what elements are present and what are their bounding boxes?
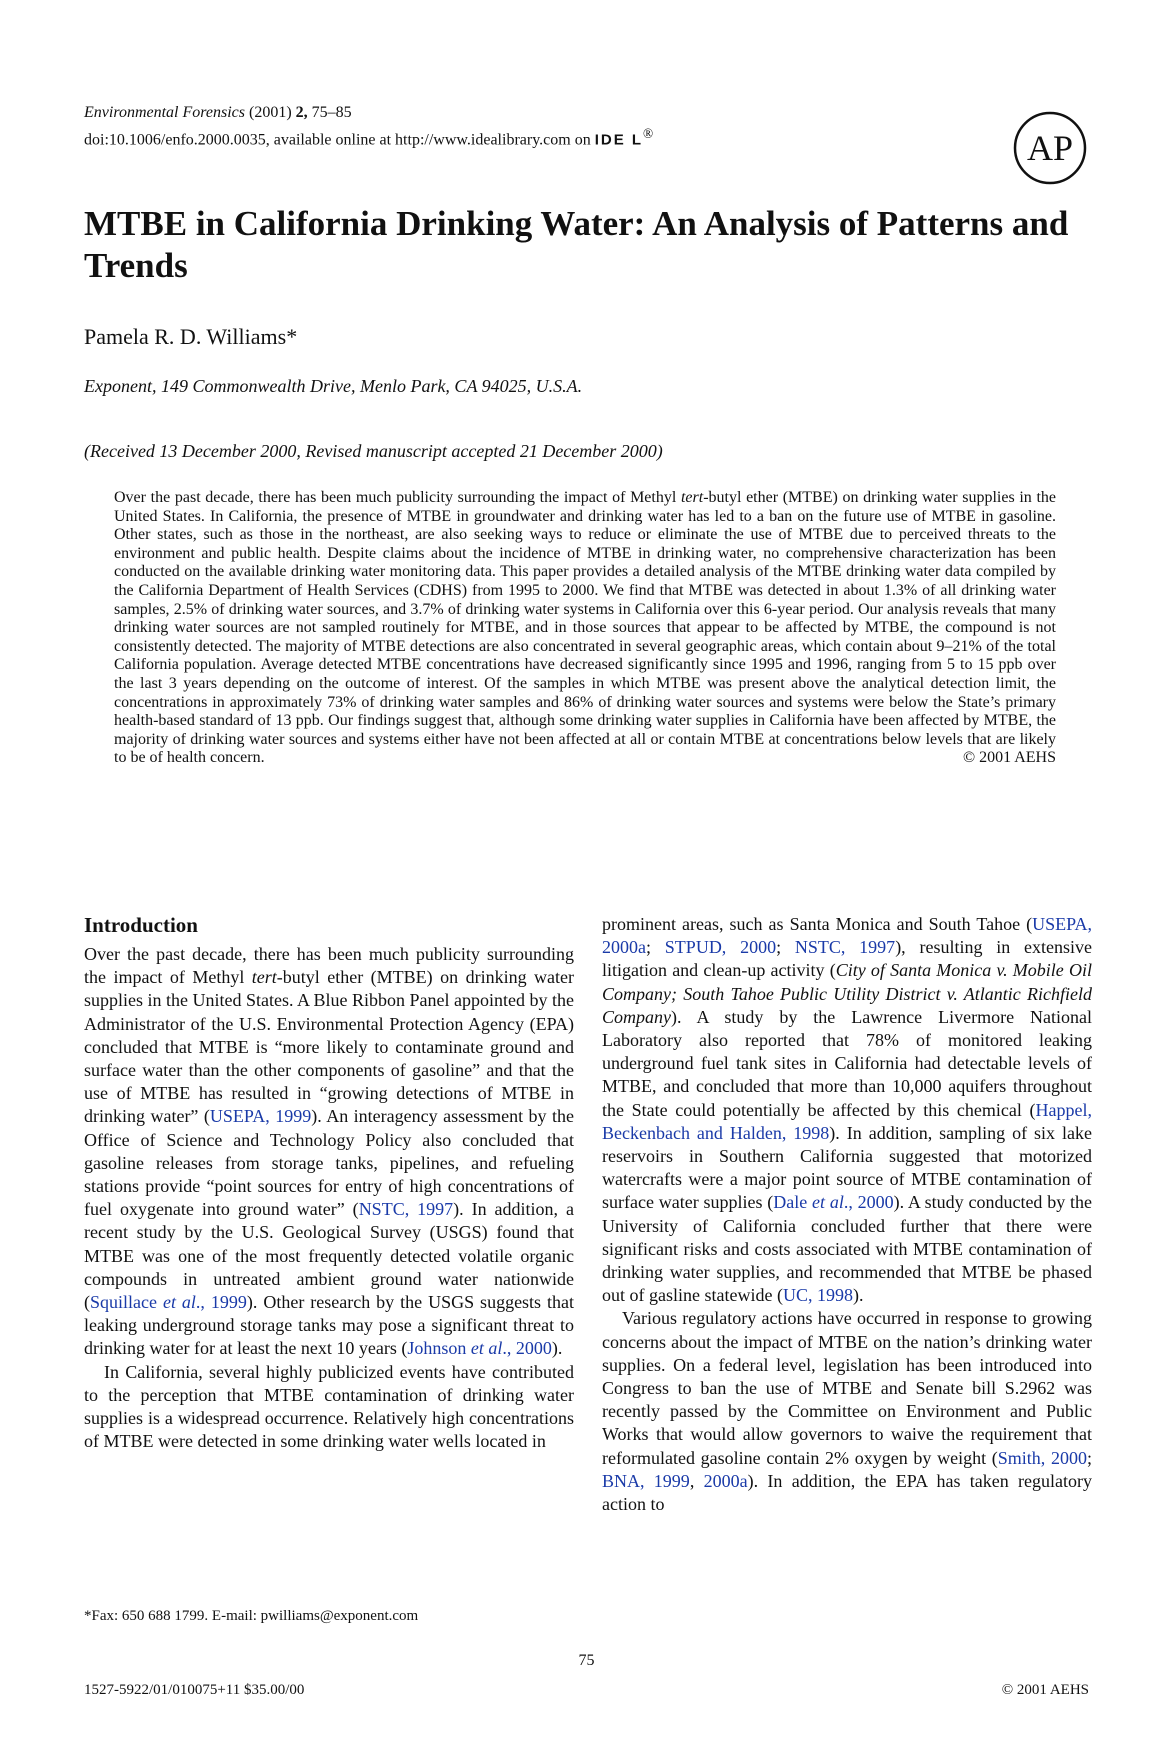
citation-etal: et al (470, 1338, 503, 1359)
author-name: Pamela R. D. Williams* (84, 324, 298, 349)
text: ). A study by the Lawrence Livermore National Laboratory also reported that 78% of monitored leaking underground fuel tank sites in California had detectable levels of MTBE, and concluded that more than 10,000 aquifers throughout the State could potentially be affected by this chemical ( (602, 1006, 1092, 1120)
journal-volume: 2, (295, 104, 308, 121)
case-citation: City of Santa Monica v. Mobile Oil Company; South Tahoe Public Utility District v. Atlantic Richfield Company (602, 960, 1092, 1027)
doi-line (84, 123, 653, 150)
citation-link[interactable]: NSTC, 1997 (794, 937, 896, 958)
text: ). An interagency assessment by the Office of Science and Technology Policy also concluded that gasoline releases from storage tanks, pipelines, and refueling stations provide “point sources for entry of high concentrations of fuel oxygenate into ground water” ( (84, 1106, 575, 1220)
intro-paragraph-2-cont (602, 913, 1092, 1307)
right-column (602, 913, 1092, 1516)
text: ). In addition, a recent study by the U.S. Geological Survey (USGS) found that MTBE was one of the most frequently detected volatile organic compounds in untreated ambient ground water nationwide ( (84, 1199, 574, 1313)
citation-link[interactable]: UC, 1998 (782, 1285, 853, 1306)
citation-etal: et al (812, 1192, 844, 1213)
journal-year: (2001) (249, 104, 292, 121)
citation-link[interactable]: 2000a (703, 1470, 748, 1491)
registered-mark: ® (643, 126, 654, 141)
footer-copyright: © 2001 AEHS (1001, 1682, 1089, 1698)
text-italic: tert (251, 967, 277, 988)
abstract-text-2: -butyl ether (MTBE) on drinking water supplies in the United States. In California, the presence of MTBE in groundwater and drinking water has led to a ban on the future use of MTBE in gasoline. Other states, such as those in the northeast, are also seeking ways to reduce or eliminate the use of MTBE due to perceived threats to the environment and public health. Despite claims about the incidence of MTBE in drinking water, no comprehensive characterization has been conducted on the available drinking water monitoring data. This paper provides a detailed analysis of the MTBE drinking water data compiled by the California Department of Health Services (CDHS) from 1995 to 2000. We find that MTBE was detected in about 1.3% of all drinking water samples, 2.5% of drinking water sources, and 3.7% of drinking water systems in California over this 6-year period. Our analysis reveals that many drinking water sources are not sampled routinely for MTBE, and in those sources that appear to be affected by MTBE, the compound is not consistently detected. The majority of MTBE detections are also concentrated in several geographic areas, which contain about 9–21% of the total California population. Average detected MTBE concentrations have decreased significantly since 1995 and 1996, ranging from 5 to 15 ppb over the last 3 years depending on the outcome of interest. Of the samples in which MTBE was present above the analytical detection limit, the concentrations in approximately 73% of drinking water samples and 86% of drinking water sources and systems were below the State’s primary health-based standard of 13 ppb. Our findings suggest that, although some drinking water supplies in California have been affected by MTBE, the majority of drinking water sources and systems either have not been affected at all or contain MTBE at concentrations below levels that are likely to be of health concern. (114, 489, 1057, 767)
citation-text: ., 2000 (502, 1338, 552, 1359)
abstract (114, 489, 1056, 768)
citation-text: Squillace (90, 1292, 163, 1313)
doi-text: doi:10.1006/enfo.2000.0035, available online at http://www.idealibrary.com on (84, 131, 591, 149)
citation-text: Dale (773, 1192, 813, 1213)
citation-text: Johnson (407, 1338, 471, 1359)
left-column (84, 913, 574, 1453)
text: Various regulatory actions have occurred in response to growing concerns about the impact of MTBE on the nation’s drinking water supplies. On a federal level, legislation has been introduced into Congress to ban the use of MTBE and Senate bill S.2962 was recently passed by the Committee on Environment and Public Works that would allow governors to waive the requirement that reformulated gasoline contain 2% oxygen by weight ( (602, 1308, 1092, 1468)
intro-paragraph-3 (602, 1307, 1092, 1516)
text: ). In addition, the EPA has taken regulatory action to (602, 1470, 1092, 1515)
journal-header (84, 102, 653, 150)
page-number: 75 (578, 1652, 595, 1669)
text: -butyl ether (MTBE) on drinking water supplies in the United States. A Blue Ribbon Panel appointed by the Administrator of the U.S. Environmental Protection Agency (EPA) concluded that MTBE is “more likely to contaminate ground and surface water than the other components of gasoline” and that the use of MTBE has resulted in “growing detections of MTBE in drinking water” ( (84, 967, 574, 1127)
text: ; (646, 937, 665, 958)
text: , (689, 1470, 704, 1491)
text: prominent areas, such as Santa Monica and South Tahoe ( (602, 914, 1033, 934)
citation-link[interactable]: STPUD, 2000 (664, 937, 777, 958)
abstract-text-1: Over the past decade, there has been much publicity surrounding the impact of Methyl (114, 489, 681, 506)
citation-etal: et al (162, 1292, 196, 1313)
ap-logo-text: AP (1026, 128, 1074, 168)
section-heading-introduction: Introduction (84, 913, 198, 937)
citation-link[interactable] (90, 1292, 247, 1312)
citation-link[interactable]: Smith, 2000 (997, 1447, 1087, 1468)
text: ; (776, 937, 795, 958)
text: ; (1087, 1447, 1093, 1468)
citation-text: ., 1999 (195, 1292, 247, 1313)
text: Over the past decade, there has been much publicity surrounding the impact of Methyl (84, 944, 574, 988)
text: ), resulting in extensive litigation and clean-up activity ( (602, 937, 1092, 981)
text: ). In addition, sampling of six lake reservoirs in Southern California suggested that motorized watercrafts were a major point source of MTBE contamination of surface water supplies ( (602, 1122, 1092, 1213)
citation-line (84, 102, 653, 123)
citation-link[interactable]: NSTC, 1997 (358, 1199, 454, 1220)
text: ). (852, 1285, 864, 1306)
abstract-copyright: © 2001 AEHS (962, 749, 1056, 767)
ideal-logo: IDE L (594, 131, 644, 149)
citation-link[interactable] (773, 1192, 893, 1212)
abstract-tert: tert (680, 489, 704, 506)
citation-link[interactable]: Happel, Beckenbach and Halden, 1998 (602, 1099, 1092, 1143)
intro-paragraph-2: In California, several highly publicized events have contributed to the perception that MTBE contamination of drinking water supplies is a widespread occurrence. Relatively high concentrations of MTBE were detected in some drinking water wells located in (84, 1361, 574, 1452)
article-title: MTBE in California Drinking Water: An Analysis of Patterns and Trends (84, 204, 1069, 285)
citation-link[interactable]: USEPA, 2000a (602, 914, 1092, 958)
intro-paragraph-1 (84, 943, 574, 1361)
received-text: (Received 13 December 2000, Revised manuscript accepted 21 December 2000) (84, 441, 663, 461)
citation-link[interactable]: USEPA, 1999 (209, 1106, 312, 1127)
ap-publisher-logo (1012, 110, 1088, 186)
journal-name: Environmental Forensics (84, 104, 246, 121)
citation-text: ., 2000 (843, 1192, 894, 1213)
text: ). Other research by the USGS suggests that leaking underground storage tanks may pose a significant threat to drinking water for at least the next 10 years ( (84, 1292, 575, 1359)
received-dates (84, 441, 663, 462)
author-footnote: *Fax: 650 688 1799. E-mail: pwilliams@exponent.com (84, 1608, 419, 1624)
journal-pages: 75–85 (311, 104, 352, 121)
text: ). A study conducted by the University of California concluded further that there were significant risks and costs associated with MTBE contamination of drinking water supplies, and recommended that MTBE be phased out of gasline statewide ( (602, 1192, 1092, 1306)
citation-link[interactable] (407, 1338, 552, 1358)
text: ). (551, 1338, 563, 1359)
issn-line: 1527-5922/01/010075+11 $35.00/00 (84, 1682, 305, 1698)
citation-link[interactable]: BNA, 1999 (602, 1470, 690, 1491)
author-affiliation: Exponent, 149 Commonwealth Drive, Menlo Park, CA 94025, U.S.A. (84, 376, 583, 396)
